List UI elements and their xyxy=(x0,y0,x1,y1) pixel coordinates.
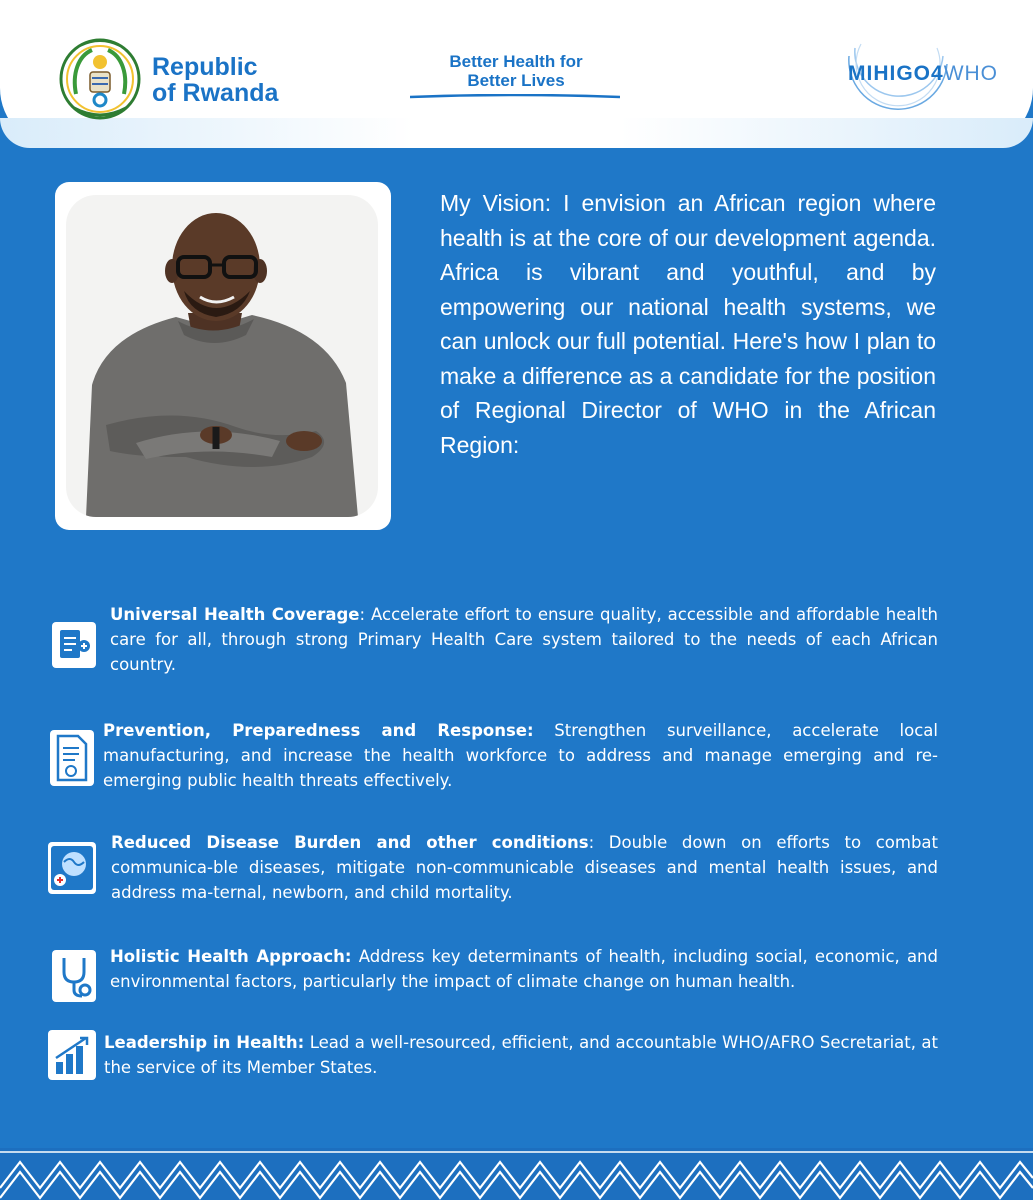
mihigo-who-wordmark xyxy=(848,62,998,86)
tagline-line-2: Better Lives xyxy=(467,71,565,90)
health-coverage-clipboard-icon xyxy=(52,622,96,668)
pillar-2-text xyxy=(103,718,938,793)
document-policy-icon xyxy=(50,730,94,786)
header-accent-band xyxy=(0,118,1033,148)
pillar-5-text xyxy=(104,1030,938,1080)
pillar-2-separator xyxy=(534,721,555,740)
republic-of-rwanda-title xyxy=(152,54,278,106)
pillar-3-body: Double down on efforts to combat communica-ble diseases, mitigate non-communicable diseases and mental health issues, and address ma-ternal, newborn, and child mortality. xyxy=(111,833,938,902)
pillar-3-title: Reduced Disease Burden and other conditions xyxy=(111,833,589,852)
pillar-3-text xyxy=(111,830,938,905)
pillar-5-title: Leadership in Health: xyxy=(104,1033,305,1052)
tagline-underline xyxy=(410,94,620,100)
pillar-4-body: Address key determinants of health, including social, economic, and environmental factors, particularly the impact of climate change on human health. xyxy=(110,947,938,991)
pillar-2-body: Strengthen surveillance, accelerate local manufacturing, and increase the health workforce to address and manage emerging and re-emerging public health threats effectively. xyxy=(103,721,938,790)
growth-chart-icon xyxy=(48,1030,96,1080)
country-name-line-2: of Rwanda xyxy=(152,79,279,107)
pillar-1-text xyxy=(110,602,938,677)
portrait-illustration-icon xyxy=(66,195,378,517)
mihigo-brand-text: MIHIGO xyxy=(848,62,931,85)
pillar-4-text xyxy=(110,944,938,994)
pillar-1-separator: : xyxy=(359,605,371,624)
rwanda-coat-of-arms-icon xyxy=(58,34,142,124)
mihigo-separator-dot: 4 xyxy=(931,62,944,85)
pillar-1-body: Accelerate effort to ensure quality, accessible and affordable health care for all, through strong Primary Health Care system tailored to the needs of each African country. xyxy=(110,605,939,674)
who-brand-text: WHO xyxy=(943,62,999,85)
pillar-4-separator xyxy=(352,947,359,966)
tagline-line-1: Better Health for xyxy=(449,52,583,71)
pillar-2-title: Prevention, Preparedness and Response: xyxy=(103,721,534,740)
country-name-line-1: Republic xyxy=(152,53,258,81)
pillar-1-title: Universal Health Coverage xyxy=(110,605,360,624)
candidate-portrait xyxy=(66,195,378,517)
vision-statement: My Vision: I envision an African region where health is at the core of our development agenda. Africa is vibrant and youthful, and by empowering our national health systems, we can unlock our full potential. Here's how I plan to make a difference as a candidate for the position of Regional Director of WHO in the African Region: xyxy=(440,190,936,458)
campaign-tagline xyxy=(400,52,632,90)
stethoscope-icon xyxy=(52,950,96,1002)
global-health-globe-icon xyxy=(48,842,96,894)
imigongo-footer-pattern xyxy=(0,1148,1033,1200)
pillar-3-separator: : xyxy=(588,833,609,852)
pillar-4-title: Holistic Health Approach: xyxy=(110,947,352,966)
pillar-5-body: Lead a well-resourced, efficient, and accountable WHO/AFRO Secretariat, at the service of its Member States. xyxy=(104,1033,938,1077)
